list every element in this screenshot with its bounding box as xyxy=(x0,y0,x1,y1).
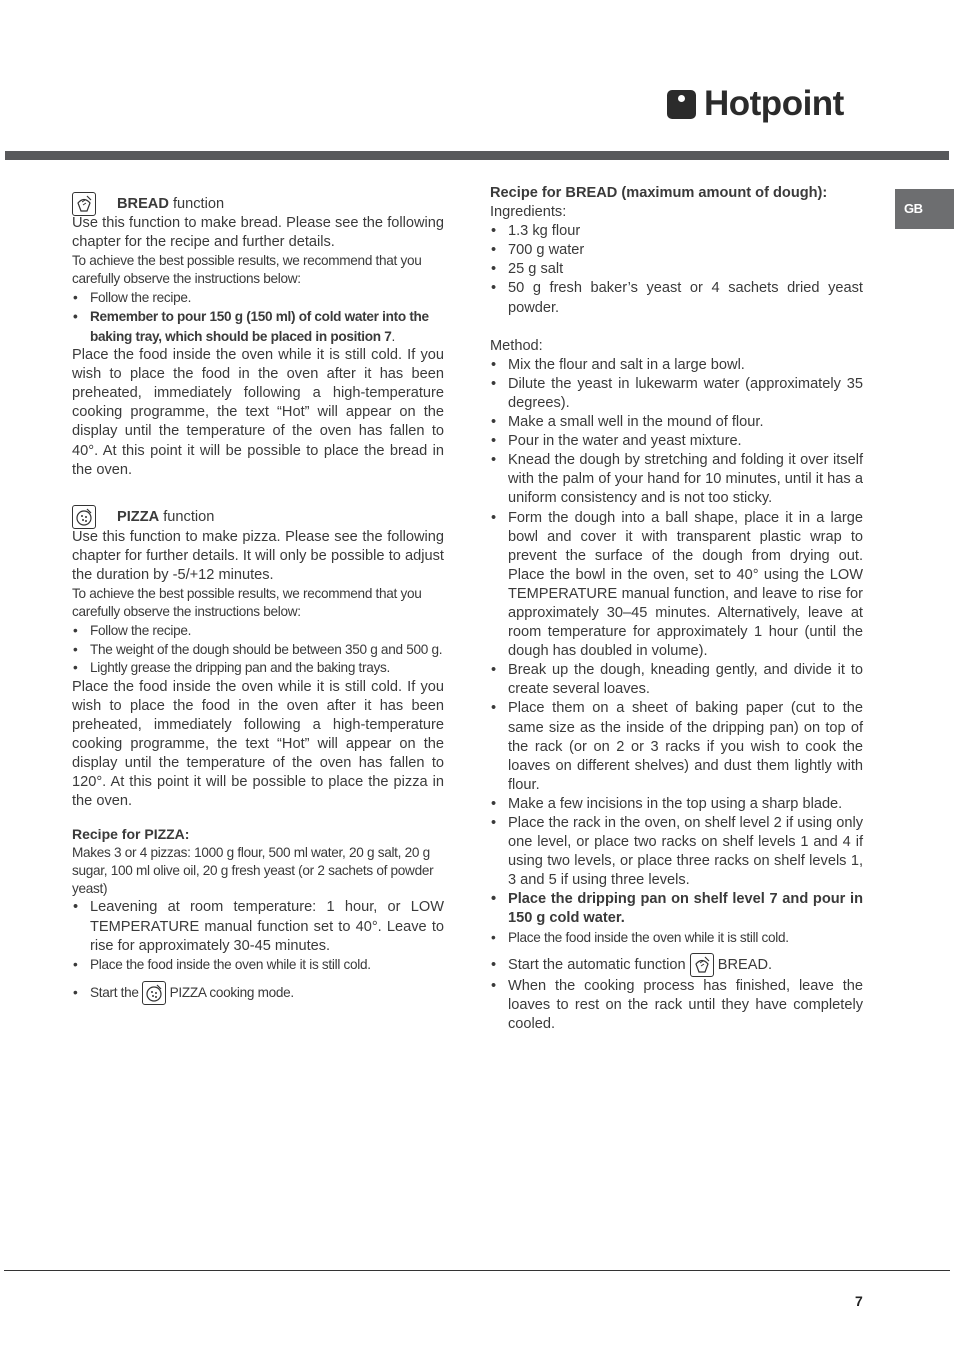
bread-function-icon xyxy=(72,192,96,216)
list-item: • Place the food inside the oven while it is still cold. xyxy=(72,956,444,974)
list-item: • Pour in the water and yeast mixture. xyxy=(490,432,863,451)
list-item: • Dilute the yeast in lukewarm water (approximately 35 degrees). xyxy=(490,375,863,413)
list-item: • Break up the dough, kneading gently, and divide it to create several loaves. xyxy=(490,661,863,699)
list-item: • Make a few incisions in the top using a sharp blade. xyxy=(490,795,863,814)
bread-title: BREAD xyxy=(117,196,169,212)
bread-function-word: function xyxy=(172,196,225,212)
header-rule xyxy=(5,151,949,160)
method-label: Method: xyxy=(490,337,543,354)
pizza-title: PIZZA xyxy=(117,508,160,525)
list-item: • Start the PIZZA cooking mode. xyxy=(72,980,444,1006)
list-item: • 1.3 kg flour xyxy=(490,222,863,241)
right-column xyxy=(490,184,863,1034)
list-item: • Knead the dough by stretching and folding it over itself with the palm of your hand for 10 minutes, until it has a uniform consistency and is not too sticky. xyxy=(490,451,863,508)
list-item: • Start the automatic function BREAD. xyxy=(490,953,863,977)
method-final-steps xyxy=(490,953,863,1034)
list-item: • 50 g fresh baker’s yeast or 4 sachets dried yeast powder. xyxy=(490,279,863,317)
pizza-start-step xyxy=(72,980,444,1006)
pizza-recipe-heading: Recipe for PIZZA: xyxy=(72,826,190,843)
left-column xyxy=(72,189,444,1006)
bread-recipe-heading: Recipe for BREAD (maximum amount of dough): xyxy=(490,185,828,201)
list-item: • Place them on a sheet of baking paper (cut to the same size as the inside of the dripping pan) on top of the rack (or on 2 or 3 racks if you wish to cook the loaves on different shelves) and dust them lightly with flour. xyxy=(490,699,863,794)
pizza-body: Place the food inside the oven while it is still cold. If you wish to place the food in the oven after it has been preheated, immediately following a high-temperature cooking programme, the text “Hot” will appear on the display until the temperature of the oven has fallen to 120°. At this point it will be possible to place the pizza in the oven. xyxy=(72,678,444,810)
list-item: • Form the dough into a ball shape, place it in a large bowl and cover it with transparent plastic wrap to prevent the surface of the dough from drying out. Place the bowl in the oven, set to 40° using the LOW TEMPERATURE manual function, and leave to rise for approximately 30–45 minutes. Alternatively, leave at room temperature for approximately 1 hour (until the dough has doubled in volume). xyxy=(490,509,863,662)
list-item: • Remember to pour 150 g (150 ml) of cold water into the baking tray, which should be placed in position 7. xyxy=(72,307,444,346)
list-item: • Lightly grease the dripping pan and the baking trays. xyxy=(72,659,444,677)
pizza-function-icon xyxy=(142,981,166,1005)
list-item: • Place the food inside the oven while it is still cold. xyxy=(490,929,863,947)
list-item: • Follow the recipe. xyxy=(72,622,444,640)
list-item: • Place the rack in the oven, on shelf level 2 if using only one level, or place two racks on shelf levels 1 and 4 if using two levels, or place three racks on shelf levels 1, 3 and 5 if using three levels. xyxy=(490,814,863,890)
list-item: • The weight of the dough should be between 350 g and 500 g. xyxy=(72,640,444,659)
bread-function-icon xyxy=(690,953,714,977)
list-item: • Follow the recipe. xyxy=(72,289,444,307)
bread-intro: Use this function to make bread. Please see the following chapter for the recipe and further details. xyxy=(72,215,444,251)
pizza-intro: Use this function to make pizza. Please see the following chapter for further details. It will only be possible to adjust the duration by -5/+12 minutes. xyxy=(72,528,444,583)
pizza-advice: To achieve the best possible results, we recommend that you carefully observe the instructions below: xyxy=(72,586,422,620)
list-item: • When the cooking process has finished, leave the loaves to rest on the rack until they have completely cooled. xyxy=(490,977,863,1034)
list-item: • Make a small well in the mound of flour. xyxy=(490,413,863,432)
list-item: • Place the dripping pan on shelf level 7 and pour in 150 g cold water. xyxy=(490,890,863,928)
pizza-recipe-makes: Makes 3 or 4 pizzas: 1000 g flour, 500 ml water, 20 g salt, 20 g sugar, 100 ml olive oil, 20 g fresh yeast (or 2 sachets of powder yeast) xyxy=(72,844,434,897)
language-tab: GB xyxy=(895,189,954,229)
pizza-function-word: function xyxy=(163,508,215,525)
hotpoint-logo-icon xyxy=(667,90,696,119)
list-item: • Mix the flour and salt in a large bowl. xyxy=(490,356,863,375)
list-item: • 25 g salt xyxy=(490,260,863,279)
ingredients-list xyxy=(490,222,863,317)
page-number: 7 xyxy=(855,1293,863,1309)
bread-body: Place the food inside the oven while it is still cold. If you wish to place the food in the oven after it has been preheated, immediately following a high-temperature cooking programme, the text “Hot” will appear on the display until the temperature of the oven has fallen to 40°. At this point it will be possible to place the bread in the oven. xyxy=(72,347,444,478)
method-small-step xyxy=(490,929,863,947)
method-list xyxy=(490,356,863,929)
bread-advice: To achieve the best possible results, we recommend that you carefully observe the instructions below: xyxy=(72,253,422,287)
pizza-recipe-steps xyxy=(72,898,444,974)
brand-name: Hotpoint xyxy=(704,84,844,123)
ingredients-label: Ingredients: xyxy=(490,204,567,221)
list-item: • Leavening at room temperature: 1 hour, or LOW TEMPERATURE manual function set to 40°. Leave to rise for approximately 30-45 minutes. xyxy=(72,898,444,955)
pizza-bullets xyxy=(72,622,444,678)
bread-bullets xyxy=(72,289,444,346)
hotpoint-logo xyxy=(667,84,844,124)
footer-rule xyxy=(4,1270,950,1271)
pizza-function-icon xyxy=(72,505,96,529)
list-item: • 700 g water xyxy=(490,241,863,260)
